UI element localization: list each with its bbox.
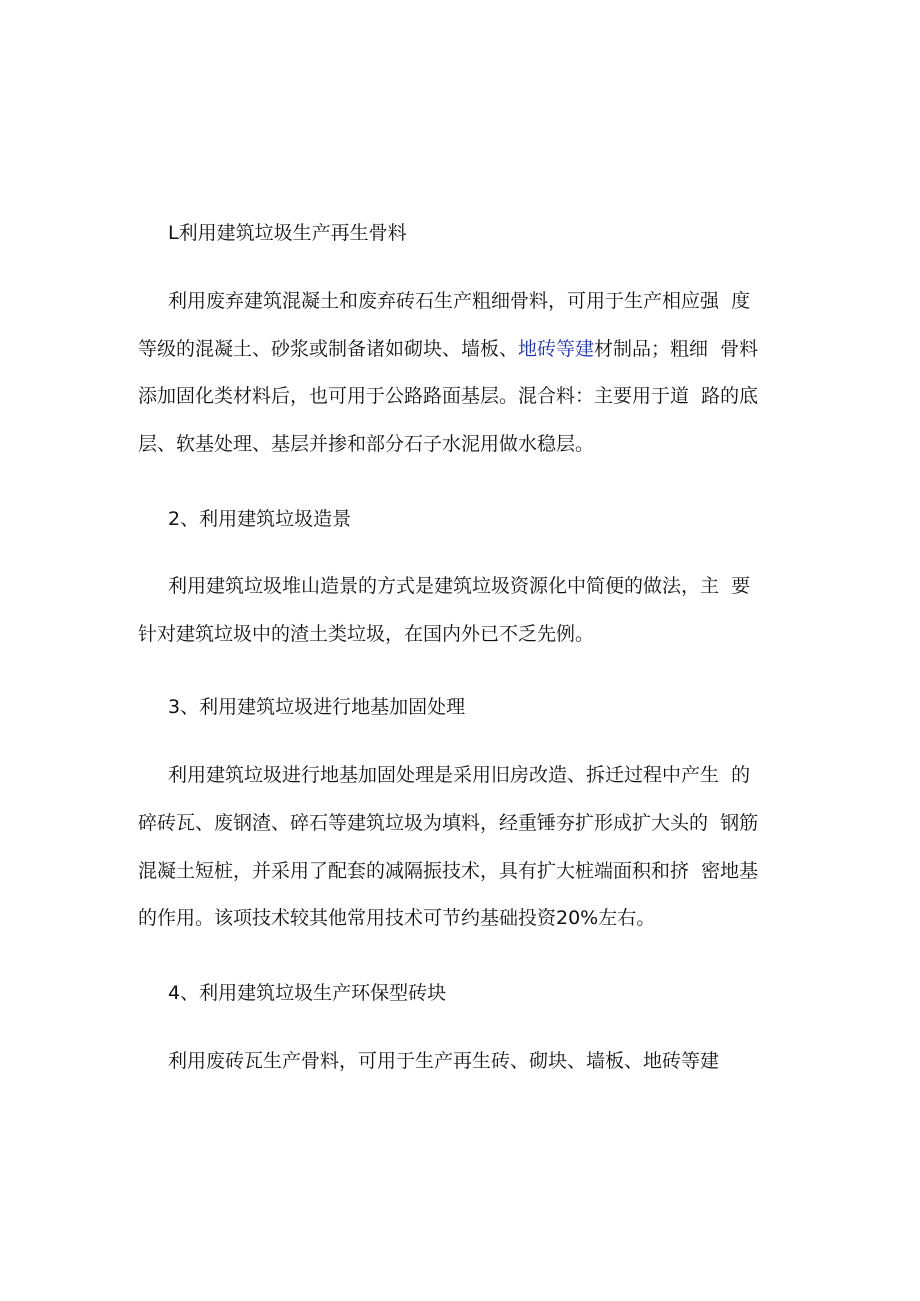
section-3-line-2: 碎砖瓦、废钢渣、碎石等建筑垃圾为填料，经重锤夯扩形成扩大头的 钢筋 bbox=[138, 812, 759, 834]
section-1-line-2 bbox=[138, 336, 758, 362]
section-2-line-2: 针对建筑垃圾中的渣土类垃圾，在国内外已不乏先例。 bbox=[138, 623, 595, 645]
section-1-line-3: 添加固化类材料后，也可用于公路路面基层。混合料：主要用于道 路的底 bbox=[138, 385, 759, 407]
section-1-line-1: 利用废弃建筑混凝土和废弃砖石生产粗细骨料，可用于生产相应强 度 bbox=[168, 290, 751, 312]
section-3-line-3: 混凝土短桩，并采用了配套的减隔振技术，具有扩大桩端面积和挤 密地基 bbox=[138, 860, 759, 882]
section-3-line-4: 的作用。该项技术较其他常用技术可节约基础投资20%左右。 bbox=[138, 907, 656, 929]
section-2-line-1: 利用建筑垃圾堆山造景的方式是建筑垃圾资源化中简便的做法，主 要 bbox=[168, 575, 751, 597]
section-4-line-1: 利用废砖瓦生产骨料，可用于生产再生砖、砌块、墙板、地砖等建 bbox=[168, 1050, 720, 1072]
section-1-line-2-tail: 材制品；粗细 骨料 bbox=[594, 338, 759, 360]
section-heading-3: 3、利用建筑垃圾进行地基加固处理 bbox=[168, 696, 466, 718]
section-1-line-4: 层、软基处理、基层并掺和部分石子水泥用做水稳层。 bbox=[138, 433, 595, 455]
section-1-line-2-text: 等级的混凝土、砂浆或制备诸如砌块、墙板、 bbox=[138, 338, 519, 360]
section-heading-2: 2、利用建筑垃圾造景 bbox=[168, 508, 352, 530]
section-heading-1: L利用建筑垃圾生产再生骨料 bbox=[168, 222, 407, 244]
section-3-line-1: 利用建筑垃圾进行地基加固处理是采用旧房改造、拆迁过程中产生 的 bbox=[168, 764, 751, 786]
building-tile-link[interactable]: 地砖等建 bbox=[518, 338, 595, 360]
section-heading-4: 4、利用建筑垃圾生产环保型砖块 bbox=[168, 982, 447, 1004]
